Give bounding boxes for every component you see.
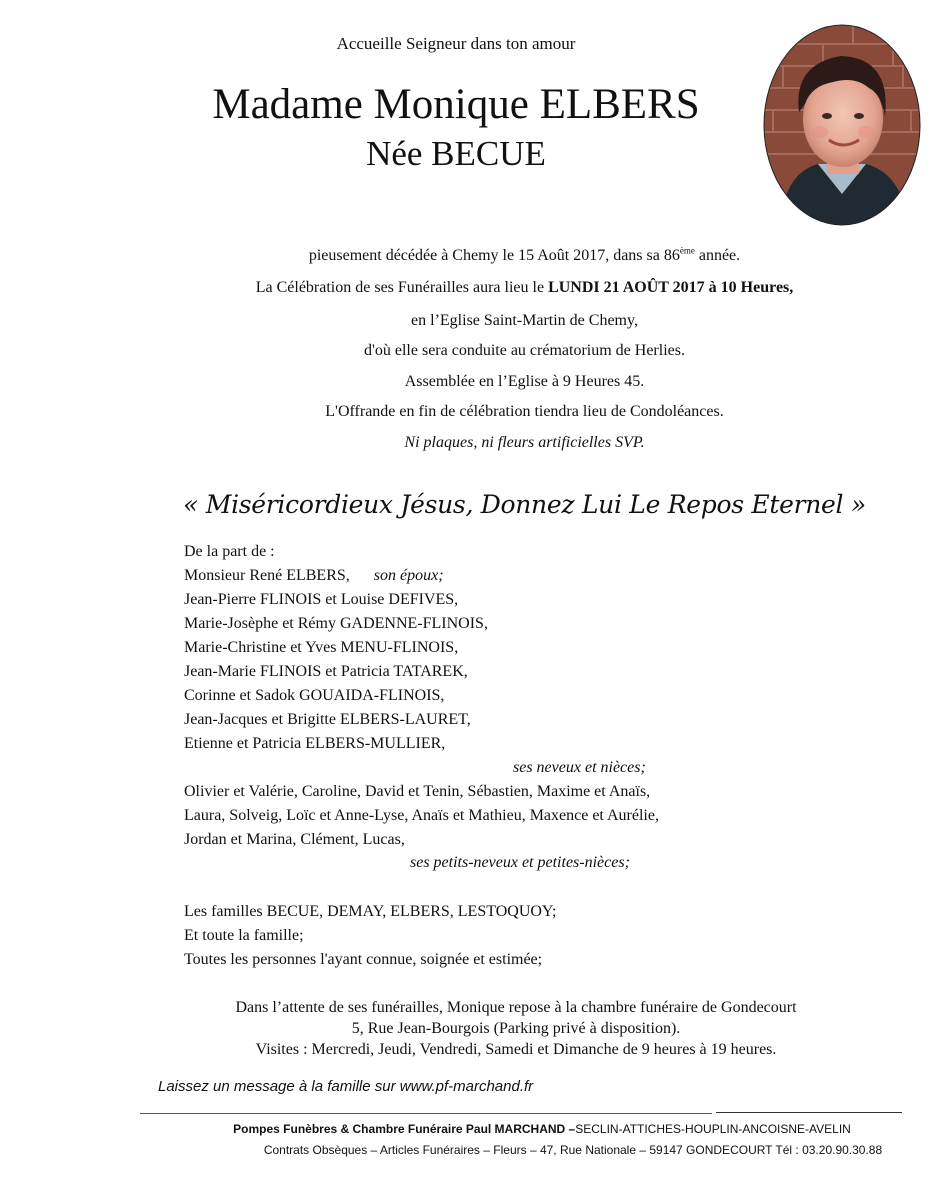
footer-divider	[140, 1113, 712, 1114]
family-husband-role: son époux;	[373, 567, 444, 584]
family-husband: Monsieur René ELBERS, son époux;	[184, 567, 444, 584]
family-other-line: Et toute la famille;	[184, 927, 304, 944]
family-nephews-role: ses neveux et nièces;	[513, 759, 646, 776]
deceased-name: Madame Monique ELBERS	[212, 81, 700, 128]
family-nephew-line: Jean-Marie FLINOIS et Patricia TATAREK,	[184, 663, 468, 680]
rest-location: Dans l’attente de ses funérailles, Monique repose à la chambre funéraire de Gondecourt	[235, 999, 797, 1016]
announcement-church: en l’Eglise Saint-Martin de Chemy,	[411, 312, 638, 329]
funeral-home-contact: Contrats Obsèques – Articles Funéraires – Fleurs – 47, Rue Nationale – 59147 GONDECOURT Tél : 03.20.90.30.88	[263, 1143, 883, 1157]
rest-visits: Visites : Mercredi, Jeudi, Vendredi, Samedi et Dimanche de 9 heures à 19 heures.	[255, 1041, 777, 1058]
announcement-death: pieusement décédée à Chemy le 15 Août 2017, dans sa 86ème année.	[308, 245, 741, 264]
family-grand-nephew-line: Jordan et Marina, Clément, Lucas,	[184, 831, 405, 848]
family-nephew-line: Marie-Christine et Yves MENU-FLINOIS,	[184, 639, 459, 656]
family-nephew-line: Marie-Josèphe et Rémy GADENNE-FLINOIS,	[184, 615, 488, 632]
rest-address: 5, Rue Jean-Bourgois (Parking privé à disposition).	[351, 1020, 681, 1037]
header-motto: Accueille Seigneur dans ton amour	[336, 34, 576, 53]
announcement-crematorium: d'où elle sera conduite au crématorium de Herlies.	[364, 342, 685, 359]
birth-name: Née BECUE	[366, 134, 546, 173]
family-nephew-line: Jean-Jacques et Brigitte ELBERS-LAURET,	[184, 711, 471, 728]
announcement-ceremony: La Célébration de ses Funérailles aura lieu le LUNDI 21 AOÛT 2017 à 10 Heures,	[255, 279, 794, 296]
family-grand-nephew-line: Laura, Solveig, Loïc et Anne-Lyse, Anaïs et Mathieu, Maxence et Aurélie,	[184, 807, 659, 824]
family-other-line: Les familles BECUE, DEMAY, ELBERS, LESTOQUOY;	[184, 903, 557, 920]
portrait-photo-icon	[763, 24, 921, 226]
family-other-line: Toutes les personnes l'ayant connue, soignée et estimée;	[184, 951, 543, 968]
portrait-photo	[763, 24, 921, 226]
family-grand-nephew-line: Olivier et Valérie, Caroline, David et Tenin, Sébastien, Maxime et Anaïs,	[184, 783, 651, 800]
footer-divider-short	[716, 1112, 902, 1113]
family-nephew-line: Jean-Pierre FLINOIS et Louise DEFIVES,	[184, 591, 459, 608]
announcement-offering: L'Offrande en fin de célébration tiendra lieu de Condoléances.	[325, 403, 724, 420]
family-grand-nephews-role: ses petits-neveux et petites-nièces;	[410, 854, 630, 871]
online-message: Laissez un message à la famille sur www.pf-marchand.fr	[158, 1078, 534, 1095]
announcement-assembly: Assemblée en l’Eglise à 9 Heures 45.	[404, 373, 645, 390]
family-nephew-line: Etienne et Patricia ELBERS-MULLIER,	[184, 735, 446, 752]
family-nephew-line: Corinne et Sadok GOUAIDA-FLINOIS,	[184, 687, 445, 704]
announcement-no-flowers: Ni plaques, ni fleurs artificielles SVP.	[404, 434, 645, 451]
family-intro: De la part de :	[184, 543, 275, 560]
prayer-quote: « Miséricordieux Jésus, Donnez Lui Le Repos Eternel »	[183, 490, 866, 519]
funeral-home-name: Pompes Funèbres & Chambre Funéraire Paul MARCHAND –SECLIN-ATTICHES-HOUPLIN-ANCOISNE-AVELIN	[233, 1122, 851, 1136]
